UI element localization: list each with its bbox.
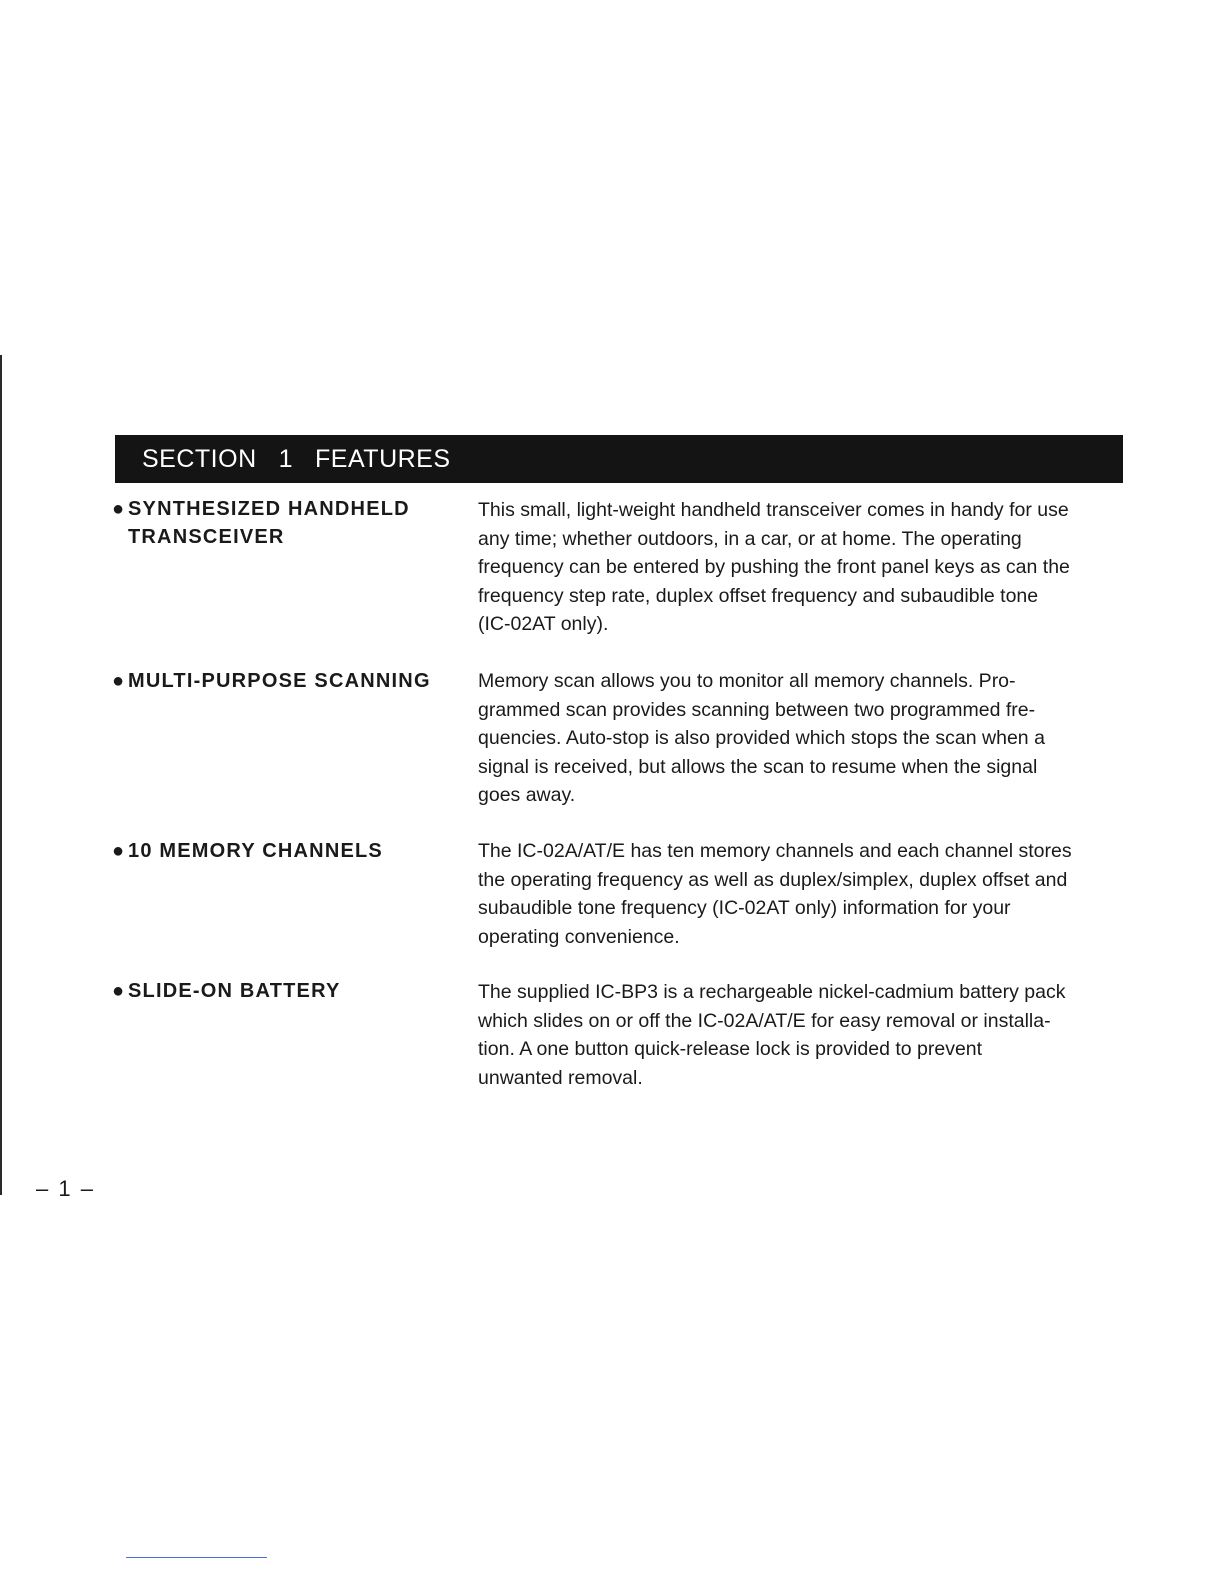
feature-title-line: MULTI-PURPOSE SCANNING — [128, 670, 431, 692]
desc-line: goes away. — [478, 784, 576, 807]
feature-title-line: SLIDE-ON BATTERY — [128, 980, 341, 1002]
feature-title-line: 10 MEMORY CHANNELS — [128, 840, 383, 862]
feature-title-battery — [112, 977, 452, 1005]
bullet-icon: ● — [112, 840, 126, 862]
desc-line: The IC-02A/AT/E has ten memory channels and each channel stores — [478, 840, 1072, 862]
desc-line: tion. A one button quick-release lock is provided to prevent — [478, 1038, 983, 1061]
desc-line: unwanted removal. — [478, 1066, 643, 1089]
desc-line: subaudible tone frequency (IC-02AT only) information for your — [478, 897, 1011, 920]
page-edge-line — [0, 355, 2, 1195]
feature-title-memory — [112, 837, 452, 865]
desc-line: The supplied IC-BP3 is a rechargeable nickel-cadmium battery pack — [478, 981, 1066, 1003]
section-header — [115, 435, 1123, 483]
feature-desc-memory — [478, 837, 1123, 951]
desc-line: grammed scan provides scanning between two programmed fre- — [478, 698, 1036, 721]
desc-line: frequency can be entered by pushing the front panel keys as can the — [478, 556, 1070, 579]
feature-desc-battery — [478, 978, 1123, 1092]
feature-desc-synthesized — [478, 496, 1123, 639]
bullet-icon: ● — [112, 498, 126, 520]
bullet-icon: ● — [112, 980, 126, 1002]
footer-rule — [126, 1557, 267, 1558]
section-number: 1 — [278, 444, 294, 473]
desc-line: which slides on or off the IC-02A/AT/E for easy removal or installa- — [478, 1009, 1051, 1032]
desc-line: operating convenience. — [478, 925, 680, 948]
section-title: FEATURES — [315, 444, 451, 473]
desc-line: any time; whether outdoors, in a car, or at home. The operating — [478, 527, 1022, 550]
feature-title-line: TRANSCEIVER — [128, 526, 285, 548]
section-label: SECTION — [142, 444, 257, 473]
desc-line: the operating frequency as well as duplex/simplex, duplex offset and — [478, 868, 1068, 891]
feature-desc-scanning — [478, 667, 1123, 810]
desc-line: This small, light-weight handheld transceiver comes in handy for use — [478, 499, 1069, 521]
desc-line: signal is received, but allows the scan to resume when the signal — [478, 755, 1038, 778]
feature-title-synthesized — [112, 495, 452, 551]
desc-line: Memory scan allows you to monitor all memory channels. Pro- — [478, 670, 1016, 692]
desc-line: (IC-02AT only). — [478, 613, 609, 636]
bullet-icon: ● — [112, 670, 126, 692]
feature-title-scanning — [112, 667, 452, 695]
desc-line: quencies. Auto-stop is also provided which stops the scan when a — [478, 727, 1045, 750]
desc-line: frequency step rate, duplex offset frequency and subaudible tone — [478, 584, 1039, 607]
feature-title-line: SYNTHESIZED HANDHELD — [128, 498, 410, 520]
page-number: – 1 – — [36, 1176, 95, 1201]
